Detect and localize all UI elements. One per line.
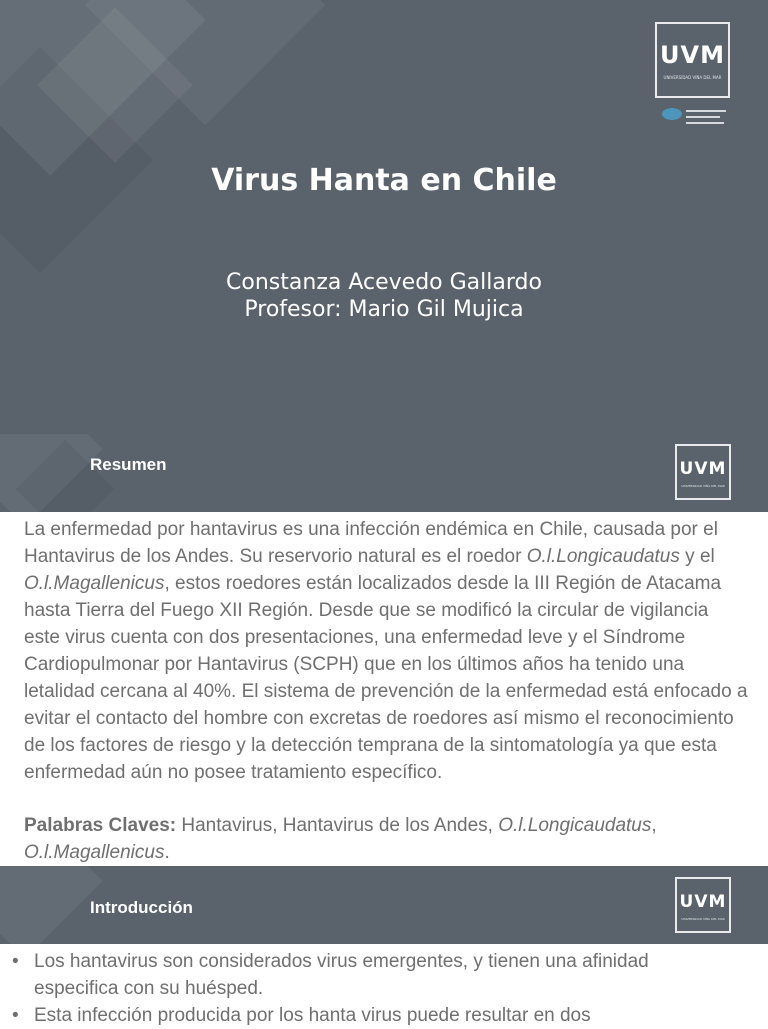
uvm-logo-subtitle: UNIVERSIDAD VIÑA DEL MAR — [681, 917, 725, 921]
uvm-logo-mark: UVM — [660, 41, 725, 69]
accreditation-badge — [658, 106, 730, 128]
accreditation-icon — [662, 108, 682, 120]
keywords-label: Palabras Claves: — [24, 815, 177, 836]
title-slide — [0, 0, 768, 434]
keywords: Palabras Claves: Hantavirus, Hantavirus de los Andes, O.l.Longicaudatus, O.l.Magallenicus. — [24, 815, 657, 863]
list-item: • Esta infección producida por los hanta virus puede resultar en dos — [12, 1002, 712, 1029]
uvm-logo-mark: UVM — [679, 892, 727, 912]
section-title: Introducción — [90, 898, 193, 917]
section-header-resumen — [0, 434, 768, 512]
professor-name: Profesor: Mario Gil Mujica — [244, 297, 524, 322]
section-title: Resumen — [90, 455, 167, 474]
abstract-paragraph: La enfermedad por hantavirus es una infección endémica en Chile, causada por el Hantavirus de los Andes. Su reservorio natural es el roedor O.l.Longicaudatus y el O.l.Magallenicus, estos roedores están localizados desde la III Región de Atacama hasta Tierra del Fuego XII Región. Desde que se modificó la circular de vigilancia este virus cuenta con dos presentaciones, una enfermedad leve y el Síndrome Cardiopulmonar por Hantavirus (SCPH) que en los últimos años ha tenido una letalidad cercana al 40%. El sistema de prevención de la enfermedad está enfocado a evitar el contacto del hombre con excretas de roedores así mismo el reconocimiento de los factores de riesgo y la detección temprana de la sintomatología ya que esta enfermedad aún no posee tratamiento específico. — [24, 519, 748, 783]
section-header-introduccion — [0, 866, 768, 944]
introduction-bullets — [12, 948, 712, 1029]
uvm-logo — [675, 444, 731, 500]
uvm-logo-mark: UVM — [679, 459, 727, 479]
author-name: Constanza Acevedo Gallardo — [226, 270, 542, 295]
uvm-logo — [655, 22, 730, 98]
uvm-logo-subtitle: UNIVERSIDAD VIÑA DEL MAR — [681, 484, 725, 488]
list-item: • Los hantavirus son considerados virus emergentes, y tienen una afinidad especifica con su huésped. — [12, 948, 712, 1002]
presentation-title: Virus Hanta en Chile — [211, 163, 557, 198]
abstract — [24, 516, 749, 786]
uvm-logo-subtitle: UNIVERSIDAD VIÑA DEL MAR — [663, 75, 722, 80]
uvm-logo — [675, 877, 731, 933]
